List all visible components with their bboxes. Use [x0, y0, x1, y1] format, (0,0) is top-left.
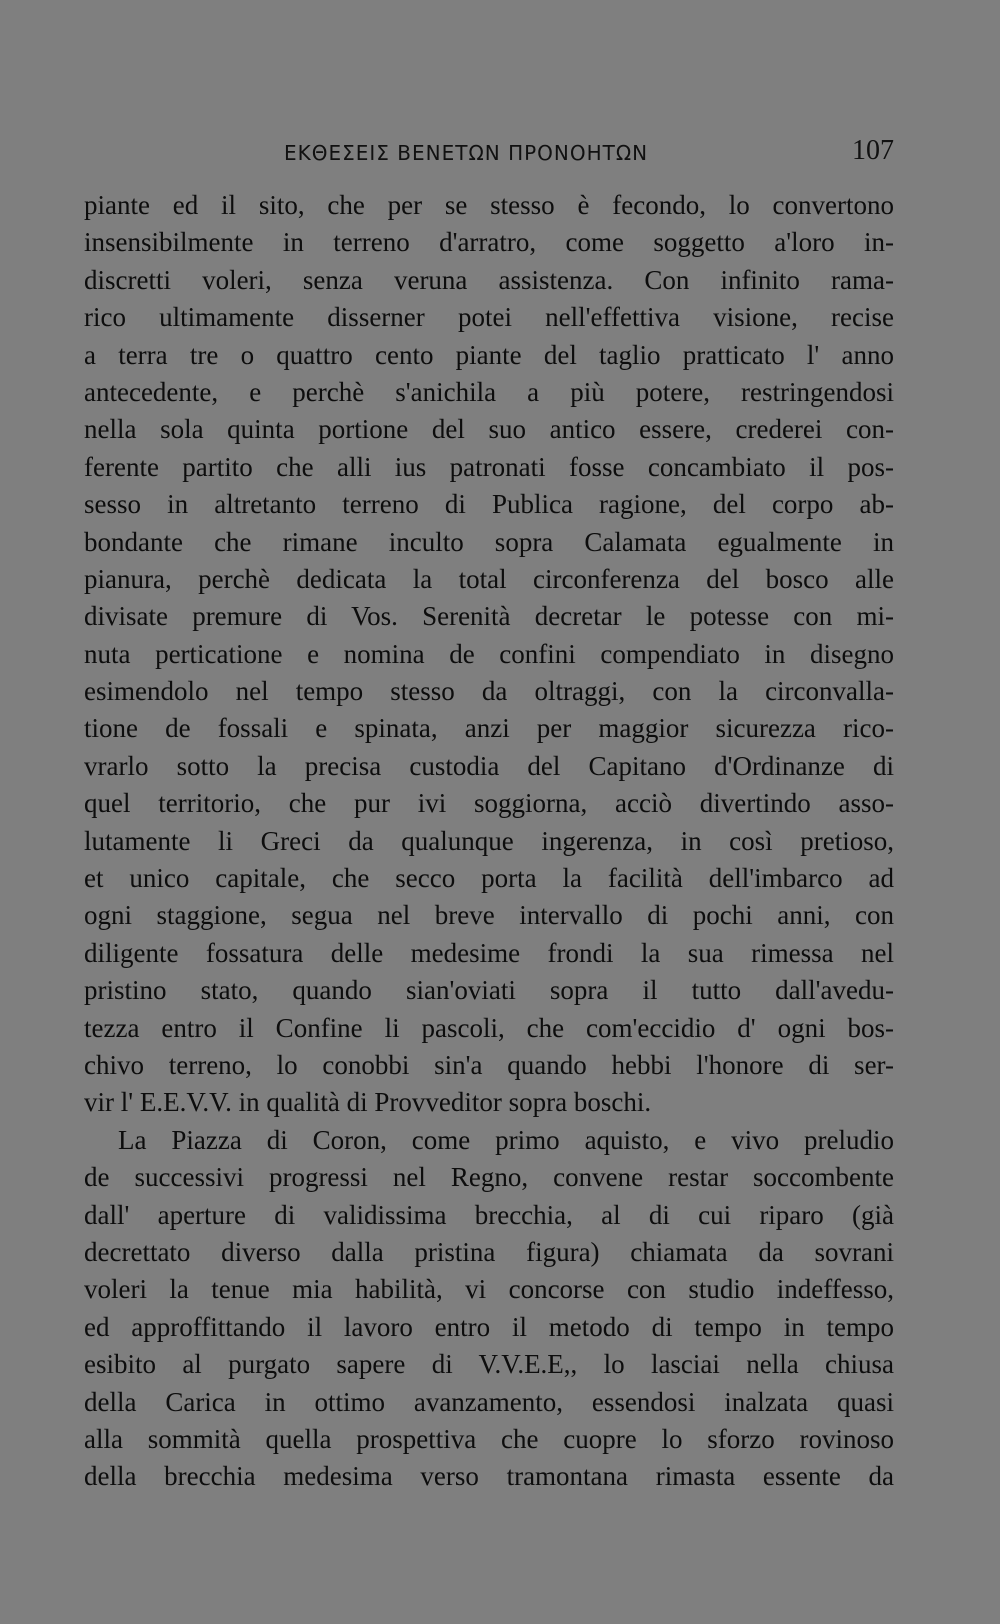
text-line: piante ed il sito, che per se stesso è fecondo, lo convertono — [84, 190, 894, 220]
text-line: sesso in altretanto terreno di Publica ragione, del corpo ab- — [84, 489, 894, 520]
text-line: nuta perticatione e nomina de confini compendiato in disegno — [84, 638, 894, 669]
text-line: quel territorio, che pur ivi soggiorna, acciò divertindo asso- — [84, 788, 894, 819]
paragraph-end-line: vir l' E.E.V.V. in qualità di Provveditor sopra boschi. — [84, 1087, 652, 1118]
text-line: divisate premure di Vos. Serenità decretar le potesse con mi- — [84, 601, 894, 632]
text-line: ferente partito che alli ius patronati fosse concambiato il pos- — [84, 451, 894, 482]
body-text — [84, 187, 894, 1496]
text-line: tezza entro il Confine li pascoli, che com'eccidio d' ogni bos- — [84, 1012, 894, 1043]
text-line: nella sola quinta portione del suo antico essere, crederei con- — [84, 414, 894, 445]
text-line: discretti voleri, senza veruna assistenza. Con infinito rama- — [84, 264, 894, 295]
running-header — [84, 135, 894, 173]
text-line: dall' aperture di validissima brecchia, al di cui riparo (già — [84, 1199, 894, 1230]
text-line: decrettato diverso dalla pristina figura) chiamata da sovrani — [84, 1236, 894, 1267]
text-line: tione de fossali e spinata, anzi per maggior sicurezza rico- — [84, 713, 894, 744]
header-title: ΕΚΘΕΣΕΙΣ ΒΕΝΕΤΩΝ ΠΡΟΝΟΗΤΩΝ — [284, 141, 649, 165]
text-line: lutamente li Greci da qualunque ingerenza, in così pretioso, — [84, 825, 894, 856]
text-line: rico ultimamente disserner potei nell'effettiva visione, recise — [84, 302, 894, 333]
text-line: alla sommità quella prospettiva che cuopre lo sforzo rovinoso — [84, 1423, 894, 1454]
text-line: della brecchia medesima verso tramontana rimasta essente da — [84, 1461, 894, 1492]
text-line: vrarlo sotto la precisa custodia del Capitano d'Ordinanze di — [84, 750, 894, 781]
page-number: 107 — [852, 135, 894, 166]
text-line: ogni staggione, segua nel breve intervallo di pochi anni, con — [84, 900, 894, 931]
text-line: ed approffittando il lavoro entro il metodo di tempo in tempo — [84, 1311, 894, 1342]
text-line: bondante che rimane inculto sopra Calamata egualmente in — [84, 526, 894, 557]
text-line: insensibilmente in terreno d'arratro, come soggetto a'loro in- — [84, 227, 894, 258]
text-line: de successivi progressi nel Regno, convene restar soccombente — [84, 1162, 894, 1193]
text-line: a terra tre o quattro cento piante del taglio pratticato l' anno — [84, 339, 894, 370]
text-line: esibito al purgato sapere di V.V.E.E,, lo lasciai nella chiusa — [84, 1349, 894, 1380]
text-line: et unico capitale, che secco porta la facilità dell'imbarco ad — [84, 863, 894, 894]
text-line: diligente fossatura delle medesime frondi la sua rimessa nel — [84, 937, 894, 968]
text-line: pristino stato, quando sian'oviati sopra il tutto dall'avedu- — [84, 975, 894, 1006]
text-line: chivo terreno, lo conobbi sin'a quando hebbi l'honore di ser- — [84, 1049, 894, 1080]
text-line: esimendolo nel tempo stesso da oltraggi, con la circonvalla- — [84, 676, 894, 707]
text-line: antecedente, e perchè s'anichila a più potere, restringendosi — [84, 376, 894, 407]
text-line: della Carica in ottimo avanzamento, essendosi inalzata quasi — [84, 1386, 894, 1417]
paragraph-start-line: La Piazza di Coron, come primo aquisto, e vivo preludio — [118, 1124, 894, 1155]
text-line: voleri la tenue mia habilità, vi concorse con studio indeffesso, — [84, 1274, 894, 1305]
text-line: pianura, perchè dedicata la total circonferenza del bosco alle — [84, 563, 894, 594]
